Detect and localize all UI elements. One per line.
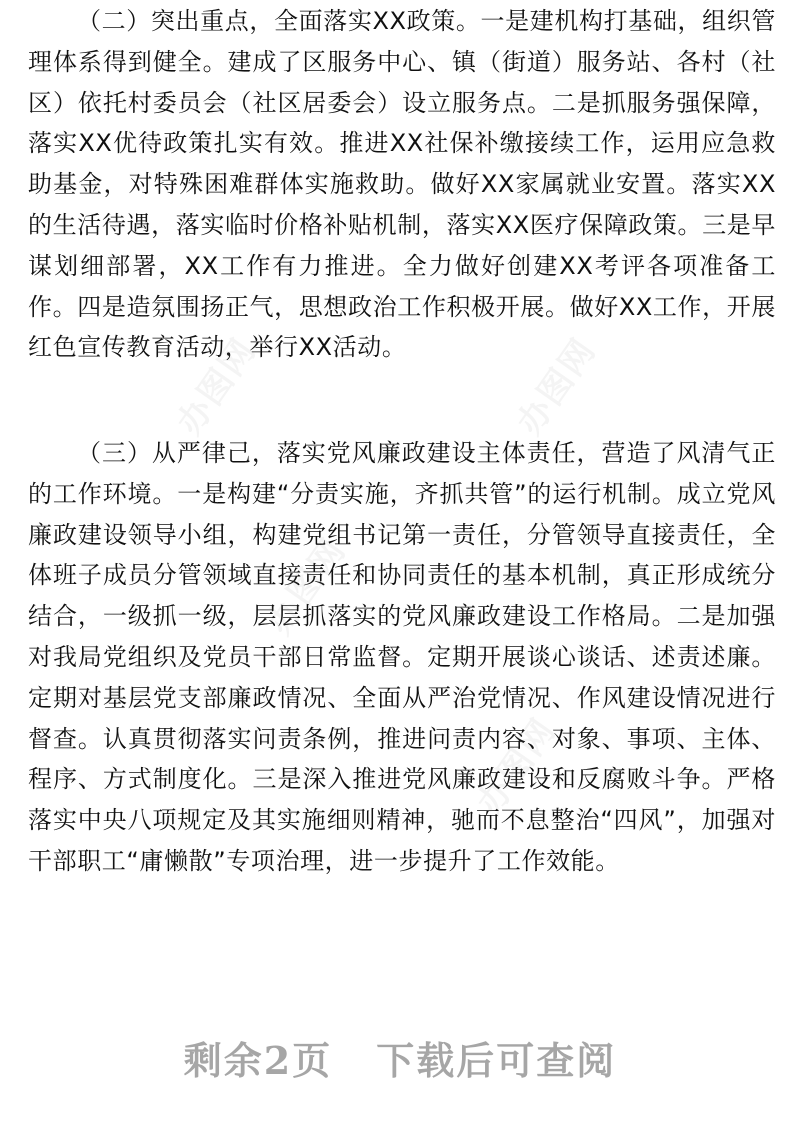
remaining-pages-label: 剩余2页 xyxy=(183,1038,333,1083)
watermark: 办图网 xyxy=(469,710,565,823)
paragraph-section-2: （二）突出重点，全面落实XX政策。一是建机构打基础，组织管理体系得到健全。建成了区服务中心、镇（街道）服务站、各村（社区）依托村委员会（社区居委会）设立服务点。二是抓服务强保障，落实XX优待政策扎实有效。推进XX社保补缴接续工作，运用应急救助基金，对特殊困难群体实施救助。做好XX家属就业安置。落实XX的生活待遇，落实临时价格补贴机制，落实XX医疗保障政策。三是早谋划细部署，XX工作有力推进。全力做好创建XX考评各项准备工作。四是造氛围扬正气，思想政治工作积极开展。做好XX工作，开展红色宣传教育活动，举行XX活动。 xyxy=(28,7,776,362)
watermark: 办图网 xyxy=(509,330,605,443)
paragraph-section-3: （三）从严律己，落实党风廉政建设主体责任，营造了风清气正的工作环境。一是构建“分责实施，齐抓共管”的运行机制。成立党风廉政建设领导小组，构建党组书记第一责任，分管领导直接责任，全体班子成员分管领域直接责任和协同责任的基本机制，真正形成统分结合，一级抓一级，层层抓落实的党风廉政建设工作格局。二是加强对我局党组织及党员干部日常监督。定期开展谈心谈话、述责述廉。定期对基层党支部廉政情况、全面从严治党情况、作风建设情况进行督查。认真贯彻落实问责条例，推进问责内容、对象、事项、主体、程序、方式制度化。三是深入推进党风廉政建设和反腐败斗争。严格落实中央八项规定及其实施细则精神，驰而不息整治“四风”，加强对干部职工“庸懒散”专项治理，进一步提升了工作效能。 xyxy=(28,439,776,875)
watermark: 办图网 xyxy=(169,330,265,443)
watermark: 办图网 xyxy=(259,530,355,643)
download-banner[interactable] xyxy=(0,1030,800,1085)
download-prompt-label[interactable]: 下载后可查阅 xyxy=(376,1038,617,1083)
